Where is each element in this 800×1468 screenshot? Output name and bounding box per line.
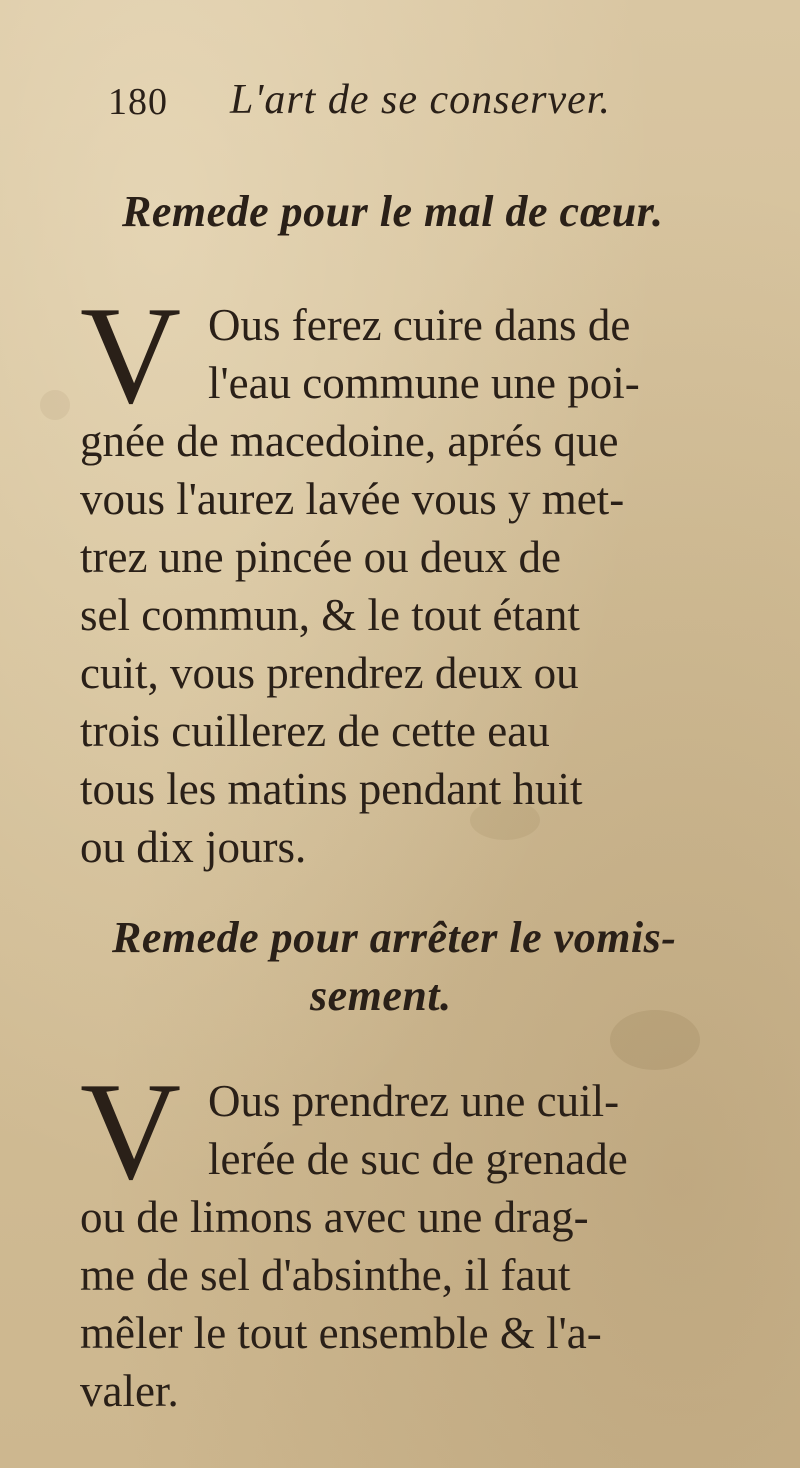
text-line: ou de limons avec une drag- (80, 1192, 589, 1242)
text-line: trois cuillerez de cette eau (80, 706, 550, 756)
drop-cap: V (80, 1054, 182, 1209)
running-title: L'art de se conserver. (230, 77, 611, 123)
text-line: trez une pincée ou deux de (80, 532, 562, 582)
section-heading-continued: sement. (310, 971, 452, 1020)
text-line: lerée de suc de grenade (208, 1134, 628, 1184)
paper-stain (40, 390, 70, 420)
text-line: mêler le tout ensemble & l'a- (80, 1308, 602, 1358)
text-line: valer. (80, 1366, 179, 1416)
text-line: Ous ferez cuire dans de (208, 300, 631, 350)
text-line: tous les matins pendant huit (80, 764, 583, 814)
text-line: Ous prendrez une cuil- (208, 1076, 620, 1126)
paper-stain (610, 1010, 700, 1070)
text-line: vous l'aurez lavée vous y met- (80, 474, 625, 524)
page-header (108, 70, 728, 130)
text-line: ou dix jours. (80, 822, 307, 872)
section-heading: Remede pour arrêter le vomis- (112, 913, 677, 962)
text-line: l'eau commune une poi- (208, 358, 640, 408)
text-line: cuit, vous prendrez deux ou (80, 648, 579, 698)
text-line: gnée de macedoine, aprés que (80, 416, 619, 466)
text-line: me de sel d'absinthe, il faut (80, 1250, 571, 1300)
page-number: 180 (108, 81, 168, 123)
section-heading: Remede pour le mal de cœur. (122, 187, 664, 236)
drop-cap: V (80, 278, 182, 433)
text-line: sel commun, & le tout étant (80, 590, 580, 640)
